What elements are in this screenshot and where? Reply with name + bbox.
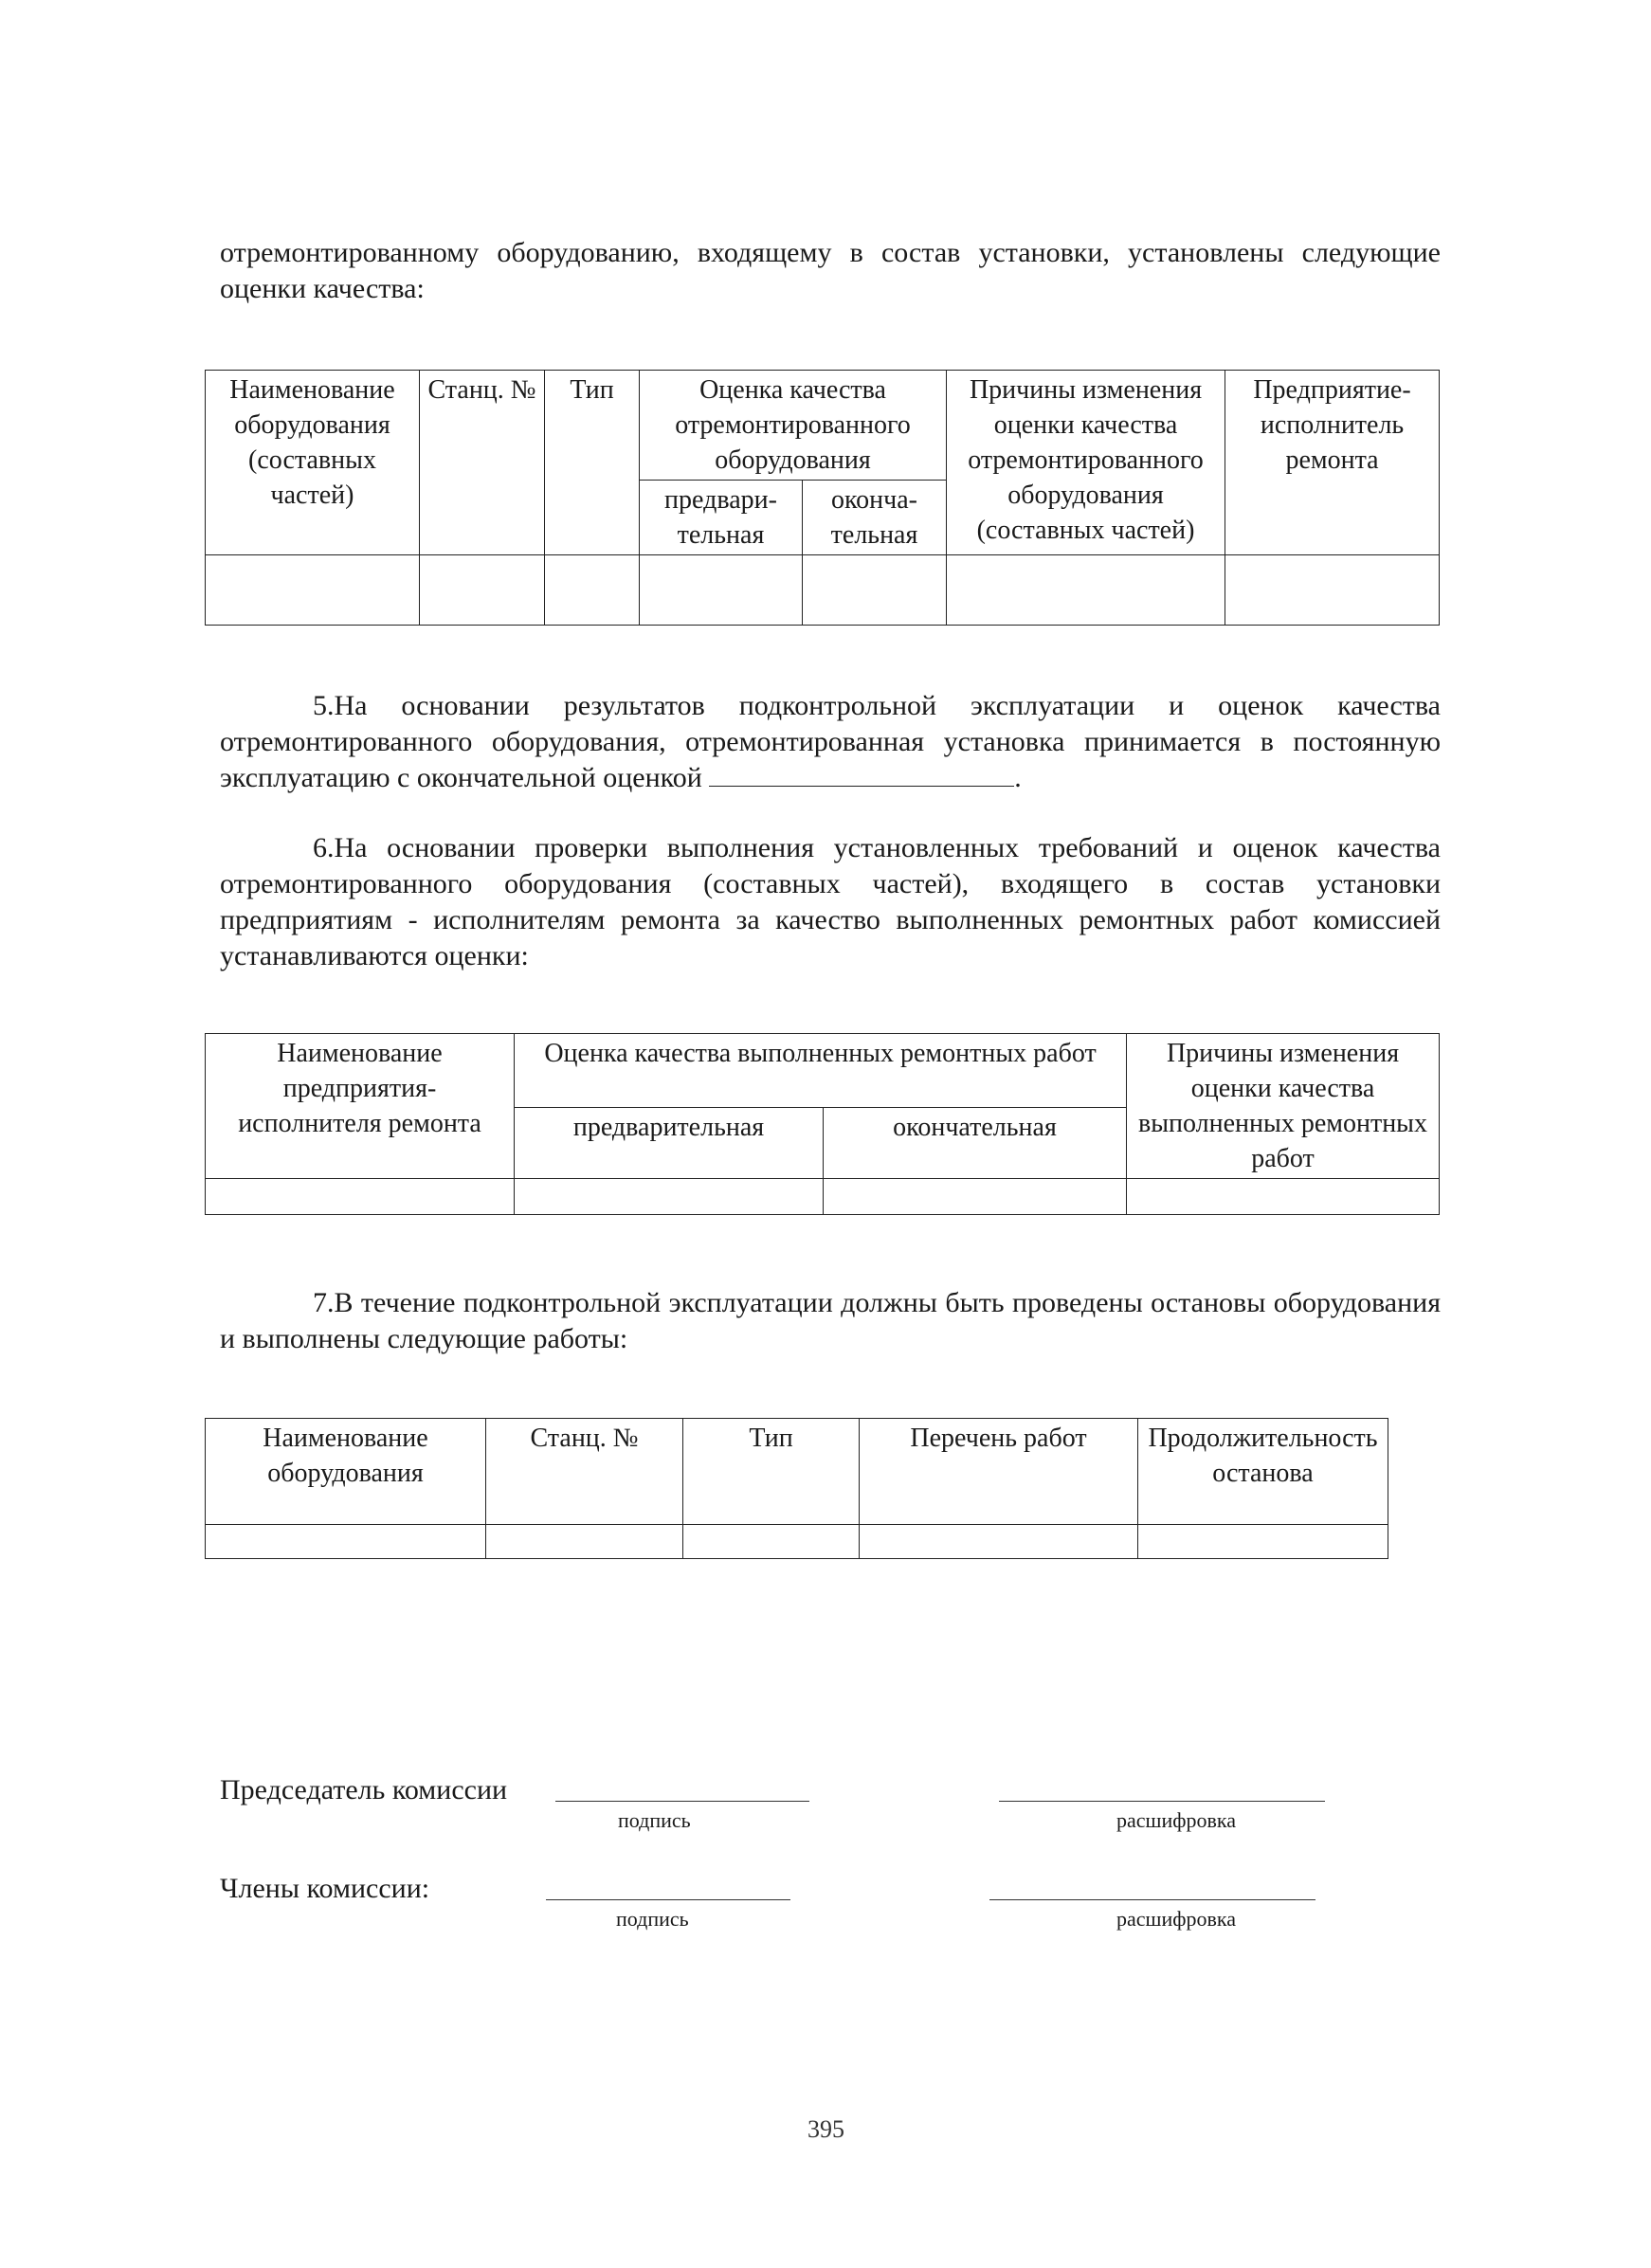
- header-station-number: Станц. №: [486, 1419, 683, 1525]
- header-type: Тип: [683, 1419, 860, 1525]
- table-row: [206, 1179, 1440, 1215]
- shutdown-works-table: [205, 1418, 1388, 1559]
- empty-cell[interactable]: [420, 555, 545, 626]
- empty-cell[interactable]: [947, 555, 1225, 626]
- chairman-label: Председатель комиссии: [220, 1774, 508, 1805]
- section-5-text: 5.На основании результатов подконтрольной эксплуатации и оценок качества отремонтированного оборудования, отремонтированная установка принимается в постоянную эксплуатацию с окончательной оценкой: [220, 690, 1441, 793]
- intro-paragraph: отремонтированному оборудованию, входящему в состав установки, установлены следующие оценки качества:: [220, 237, 1441, 304]
- section-5-paragraph: [220, 688, 1441, 796]
- section-7-paragraph: 7.В течение подконтрольной эксплуатации должны быть проведены остановы оборудования и выполнены следующие работы:: [220, 1287, 1441, 1354]
- empty-cell[interactable]: [206, 1179, 515, 1215]
- header-contractor-name: Наименование предприятия-исполнителя ремонта: [206, 1034, 515, 1179]
- page-number: 395: [807, 2115, 844, 2143]
- members-signature-caption: подпись: [616, 1907, 689, 1931]
- section-6-paragraph: 6.На основании проверки выполнения установленных требований и оценок качества отремонтированного оборудования (составных частей), входящего в состав установки предприятиям - исполнителям ремонта за качество выполненных ремонтных работ комиссией устанавливаются оценки:: [220, 832, 1441, 971]
- empty-cell[interactable]: [640, 555, 803, 626]
- final-grade-blank[interactable]: [709, 761, 1014, 787]
- chairman-signature-line[interactable]: [555, 1801, 809, 1802]
- header-preliminary: предвари-тельная: [640, 481, 803, 555]
- empty-cell[interactable]: [545, 555, 640, 626]
- header-quality-group: Оценка качества отремонтированного оборудования: [640, 371, 947, 481]
- header-final: оконча-тельная: [803, 481, 947, 555]
- header-reasons: Причины изменения оценки качества отремонтированного оборудования (составных частей): [947, 371, 1225, 555]
- members-decoding-caption: расшифровка: [1116, 1907, 1237, 1931]
- header-reasons: Причины изменения оценки качества выполненных ремонтных работ: [1127, 1034, 1440, 1179]
- chairman-decoding-line[interactable]: [999, 1801, 1325, 1802]
- empty-cell[interactable]: [683, 1525, 860, 1559]
- empty-cell[interactable]: [515, 1179, 824, 1215]
- header-equipment-name: Наименование оборудования (составных частей): [206, 371, 420, 555]
- header-equipment-name: Наименование оборудования: [206, 1419, 486, 1525]
- header-station-number: Станц. №: [420, 371, 545, 555]
- empty-cell[interactable]: [824, 1179, 1127, 1215]
- empty-cell[interactable]: [1127, 1179, 1440, 1215]
- quality-assessment-table: [205, 370, 1440, 626]
- header-shutdown-duration: Продолжительность останова: [1138, 1419, 1388, 1525]
- header-works-list: Перечень работ: [860, 1419, 1138, 1525]
- header-contractor: Предприятие-исполнитель ремонта: [1225, 371, 1440, 555]
- chairman-decoding-caption: расшифровка: [1116, 1808, 1237, 1832]
- empty-cell[interactable]: [1225, 555, 1440, 626]
- header-type: Тип: [545, 371, 640, 555]
- empty-cell[interactable]: [860, 1525, 1138, 1559]
- members-signature-line[interactable]: [546, 1899, 790, 1900]
- empty-cell[interactable]: [206, 1525, 486, 1559]
- section-5-period: .: [1014, 762, 1022, 793]
- members-decoding-line[interactable]: [989, 1899, 1315, 1900]
- empty-cell[interactable]: [803, 555, 947, 626]
- table-row: [206, 555, 1440, 626]
- empty-cell[interactable]: [486, 1525, 683, 1559]
- header-quality-group: Оценка качества выполненных ремонтных работ: [515, 1034, 1127, 1108]
- chairman-signature-caption: подпись: [618, 1808, 691, 1832]
- empty-cell[interactable]: [206, 555, 420, 626]
- contractor-assessment-table: [205, 1033, 1440, 1215]
- table-row: [206, 1525, 1388, 1559]
- empty-cell[interactable]: [1138, 1525, 1388, 1559]
- header-preliminary: предварительная: [515, 1107, 824, 1178]
- header-final: окончательная: [824, 1107, 1127, 1178]
- members-label: Члены комиссии:: [220, 1873, 430, 1904]
